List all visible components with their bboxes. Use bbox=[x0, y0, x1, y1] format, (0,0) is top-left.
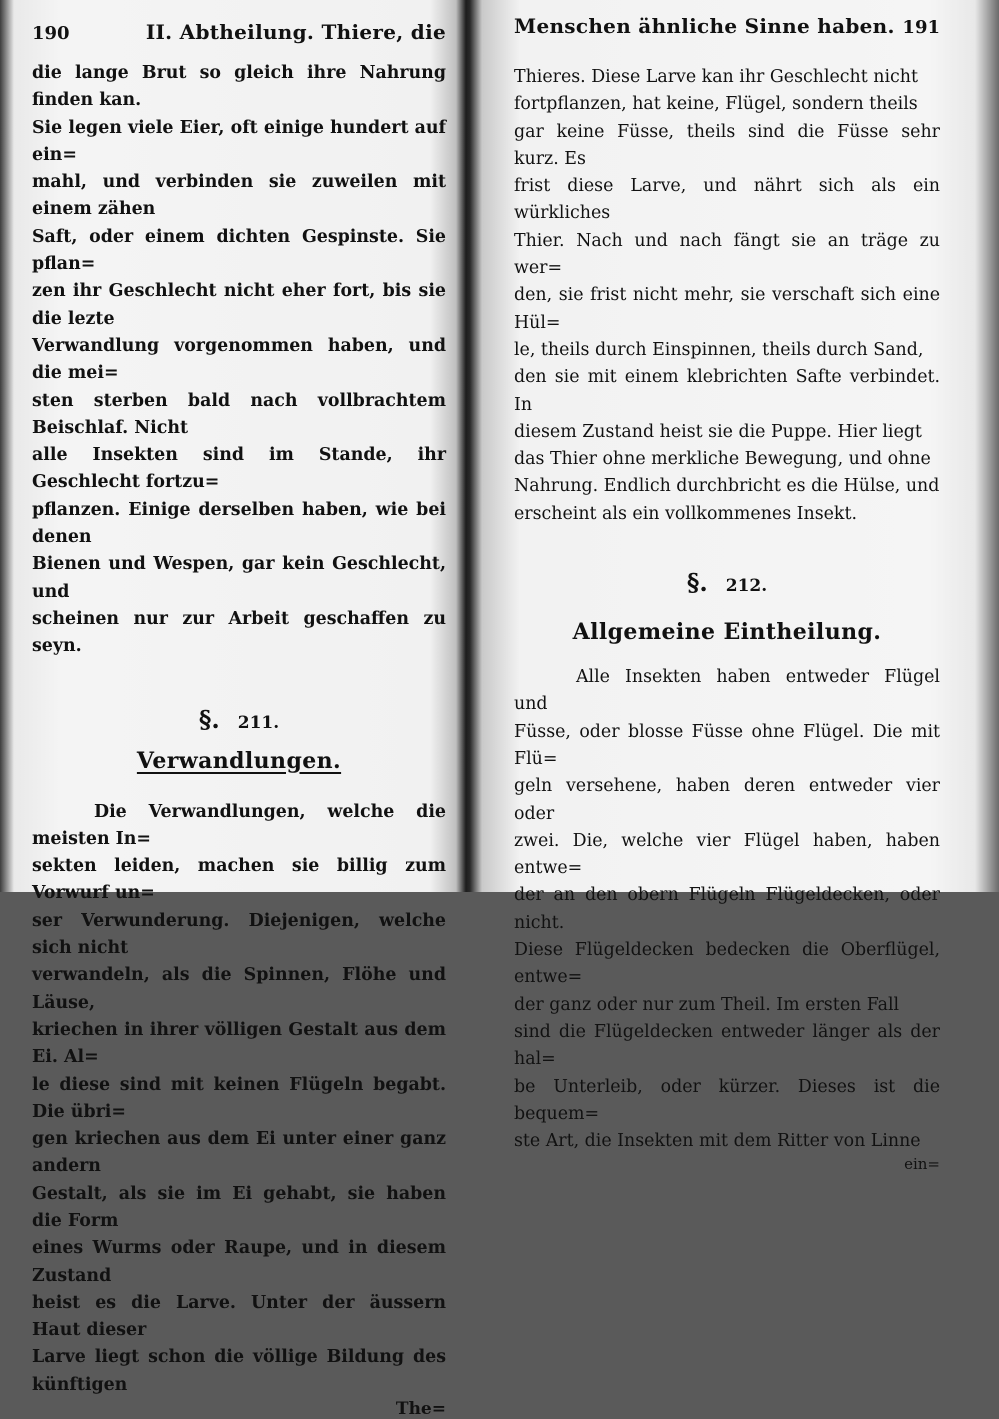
text-line: zen ihr Geschlecht nicht eher fort, bis sie die lezte bbox=[32, 281, 446, 329]
right-running-title: Menschen ähnliche Sinne haben. bbox=[514, 14, 895, 38]
text-line: le, theils durch Einspinnen, theils durch Sand, bbox=[514, 339, 924, 360]
right-paragraph-1 bbox=[514, 64, 940, 528]
right-section-title: Allgemeine Eintheilung. bbox=[572, 619, 882, 646]
text-line: Nahrung. Endlich durchbricht es die Hülse, und bbox=[514, 476, 940, 497]
left-paragraph-2 bbox=[32, 799, 446, 1400]
right-page bbox=[508, 0, 940, 1174]
text-line: erscheint als ein vollkommenes Insekt. bbox=[514, 503, 857, 524]
text-line: eines Wurms oder Raupe, und in diesem Zustand bbox=[32, 1238, 446, 1286]
text-line: Thieres. Diese Larve kan ihr Geschlecht nicht bbox=[514, 67, 918, 87]
text-line: sind die Flügeldecken entweder länger als der hal= bbox=[514, 1021, 940, 1070]
text-line: pflanzen. Einige derselben haben, wie bei denen bbox=[32, 499, 446, 548]
right-catchword: ein= bbox=[904, 1155, 940, 1174]
text-line: sekten leiden, machen sie billig zum Vorwurf un= bbox=[32, 856, 446, 904]
text-line: ste Art, die Insekten mit dem Ritter von Linne bbox=[514, 1131, 921, 1152]
text-line: ser Verwunderung. Diejenigen, welche sich nicht bbox=[32, 910, 446, 959]
text-line: sten sterben bald nach vollbrachtem Beischlaf. Nicht bbox=[32, 390, 446, 438]
left-running-head bbox=[32, 20, 446, 60]
text-line: Gestalt, als sie im Ei gehabt, sie haben die Form bbox=[32, 1183, 446, 1231]
text-line: gar keine Füsse, theils sind die Füsse sehr kurz. Es bbox=[514, 121, 940, 169]
text-line: den sie mit einem klebrichten Safte verbindet. In bbox=[514, 367, 940, 415]
text-line: fortpflanzen, hat keine, Flügel, sondern theils bbox=[514, 94, 918, 115]
text-line: der an den obern Flügeln Flügeldecken, oder nicht. bbox=[514, 885, 940, 933]
text-line: Bienen und Wespen, gar kein Geschlecht, und bbox=[32, 554, 446, 602]
text-line: Alle Insekten haben entweder Flügel und bbox=[514, 667, 940, 715]
left-section-title: Verwandlungen. bbox=[136, 747, 342, 774]
text-line: le diese sind mit keinen Flügeln begabt. Die übri= bbox=[32, 1074, 446, 1122]
text-line: be Unterleib, oder kürzer. Dieses ist die bequem= bbox=[514, 1076, 940, 1124]
text-line: gen kriechen aus dem Ei unter einer ganz andern bbox=[32, 1129, 446, 1177]
text-line: verwandeln, als die Spinnen, Flöhe und Läuse, bbox=[32, 965, 446, 1013]
right-paragraph-2 bbox=[514, 664, 940, 1155]
right-running-head bbox=[514, 14, 940, 54]
text-line: Saft, oder einem dichten Gespinste. Sie pflan= bbox=[32, 226, 446, 275]
text-line: kriechen in ihrer völligen Gestalt aus dem Ei. Al= bbox=[32, 1019, 446, 1068]
text-line: der ganz oder nur zum Theil. Im ersten Fall bbox=[514, 994, 900, 1015]
left-section-number: §. 211. bbox=[198, 704, 280, 734]
right-section-number: §. 212. bbox=[686, 568, 768, 598]
left-catchword: The= bbox=[395, 1399, 446, 1419]
left-paragraph-1 bbox=[32, 60, 446, 661]
text-line: heist es die Larve. Unter der äussern Haut dieser bbox=[32, 1292, 446, 1341]
left-running-title: II. Abtheilung. Thiere, die bbox=[145, 20, 446, 44]
text-line: Verwandlung vorgenommen haben, und die mei= bbox=[32, 335, 446, 384]
text-line: das Thier ohne merkliche Bewegung, und ohne bbox=[514, 449, 931, 470]
left-page-number: 190 bbox=[32, 23, 70, 44]
text-line: alle Insekten sind im Stande, ihr Geschlecht fortzu= bbox=[32, 445, 446, 493]
text-line: frist diese Larve, und nährt sich als ein würkliches bbox=[514, 176, 940, 224]
text-line: den, sie frist nicht mehr, sie verschaft sich eine Hül= bbox=[514, 285, 940, 333]
left-page bbox=[18, 0, 458, 1419]
text-line: zwei. Die, welche vier Flügel haben, haben entwe= bbox=[514, 830, 940, 879]
text-line: Die Verwandlungen, welche die meisten In= bbox=[32, 801, 446, 849]
right-page-number: 191 bbox=[902, 17, 940, 38]
text-line: scheinen nur zur Arbeit geschaffen zu seyn. bbox=[32, 608, 446, 657]
text-line: Larve liegt schon die völlige Bildung des künftigen bbox=[32, 1347, 446, 1395]
text-line: geln versehene, haben deren entweder vier oder bbox=[514, 776, 940, 824]
text-line: Sie legen viele Eier, oft einige hundert auf ein= bbox=[32, 117, 446, 165]
text-line: die lange Brut so gleich ihre Nahrung finden kan. bbox=[32, 63, 446, 111]
text-line: Füsse, oder blosse Füsse ohne Flügel. Die mit Flü= bbox=[514, 721, 940, 769]
text-line: Thier. Nach und nach fängt sie an träge zu wer= bbox=[514, 230, 940, 279]
text-line: diesem Zustand heist sie die Puppe. Hier liegt bbox=[514, 421, 922, 442]
text-line: mahl, und verbinden sie zuweilen mit einem zähen bbox=[32, 172, 446, 220]
text-line: Diese Flügeldecken bedecken die Oberflügel, entwe= bbox=[514, 940, 940, 988]
